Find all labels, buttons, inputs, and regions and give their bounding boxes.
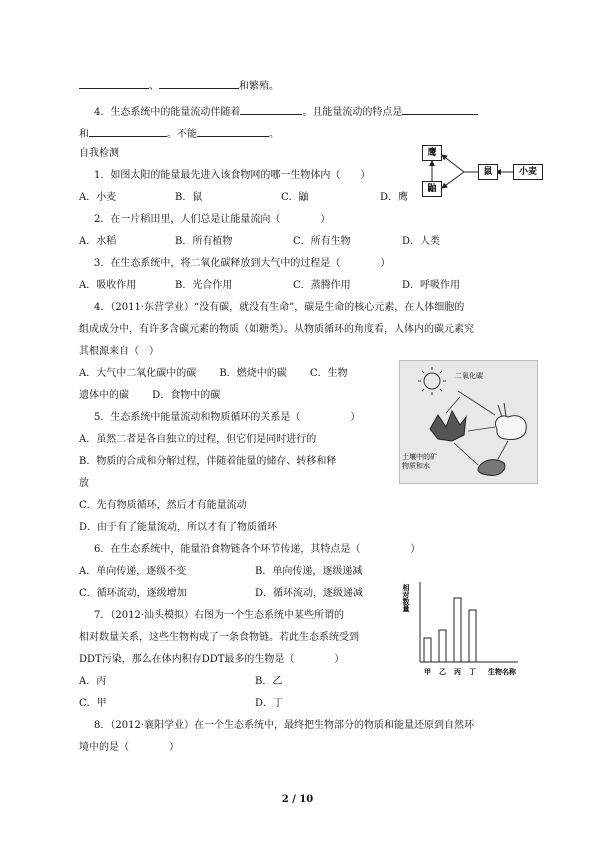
blank[interactable] [240,103,302,115]
question-2-stem: 2．在一片稻田里，人们总是让能量流向（ ） [94,214,331,225]
blank[interactable] [402,103,478,115]
question-4-stem-line2: 组成成分中，有许多含碳元素的物质（如糖类）。从物质循环的角度看，人体内的碳元素究 [79,324,474,335]
category-label-2: 乙 [439,668,446,676]
bar-2 [439,630,446,662]
option-1d[interactable]: D．鹰 [380,192,409,203]
category-label-1: 甲 [424,668,431,676]
question-1-stem: 1．如图太阳的能量最先进入该食物网的哪一生物体内（ ） [94,170,371,181]
blank[interactable] [159,77,239,89]
node-hawk: 鹰 [422,145,442,161]
option-1a[interactable]: A．小麦 [79,192,117,203]
option-6b[interactable]: B．单向传递，逐级递减 [255,566,363,577]
option-7d[interactable]: D．丁 [255,698,284,709]
question-4-options-line2[interactable]: 遗体中的碳 D．食物中的碳 [79,390,221,401]
carbon-cycle-figure [399,360,538,484]
food-web-figure [420,143,545,198]
option-3c[interactable]: C．蒸腾作用 [293,280,351,291]
node-wheat: 小麦 [513,164,543,180]
category-label-4: 丁 [469,668,476,676]
question-7-stem-line1: 7．（2012·汕头模拟）右图为一个生态系统中某些所谓的 [94,610,344,621]
label-co2: 二氧化碳 [455,372,483,380]
option-6c[interactable]: C．循环流动，逐级增加 [79,588,187,599]
bar-4 [469,610,476,662]
label-soil: 土壤中的矿 物质和水 [402,453,437,470]
option-1b[interactable]: B．鼠 [175,192,203,203]
question-4-stem-line1: 4．（2011·东营学业）“没有碳，就没有生命”，碳是生命的核心元素，在人体细胞的 [94,302,465,313]
option-7a[interactable]: A．丙 [79,676,107,687]
blank[interactable] [89,125,167,137]
section-title: 自我检测 [79,148,119,159]
node-weasel: 鼬 [422,181,442,197]
option-3a[interactable]: A．吸收作用 [79,280,137,291]
bar-1 [424,638,431,662]
question-3-stem: 3．在生态系统中，将二氧化碳释放到大气中的过程是（ ） [94,258,391,269]
question-8-stem-line1: 8．（2012·襄阳学业）在一个生态系统中，最终把生物部分的物质和能量还原到自然环 [94,720,474,731]
blank[interactable] [197,125,269,137]
question-6-stem: 6．在生态系统中，能量沿食物链各个环节传递，其特点是（ ） [94,544,421,555]
option-2d[interactable]: D．人类 [402,236,441,247]
option-5a[interactable]: A．虽然二者是各自独立的过程，但它们是同时进行的 [79,434,317,445]
bar-3 [454,598,461,662]
fill-line-top: 、 和繁殖。 [79,77,279,94]
question-8-stem-line2: 境中的是（ ） [79,742,179,753]
x-axis-label: 生物名称 [488,668,516,676]
option-1c[interactable]: C．鼬 [281,192,309,203]
question-4-stem-line3: 其根源来自（ ） [79,346,159,357]
node-mouse: 鼠 [478,164,498,180]
option-7c[interactable]: C．甲 [79,698,107,709]
blank[interactable] [79,77,149,89]
category-label-3: 丙 [454,668,461,676]
option-5d[interactable]: D．由于有了能量流动，所以才有了物质循环 [79,522,278,533]
bar-chart [402,580,518,680]
q4-fill-line1: 4．生态系统中的能量流动伴随着 。且能量流动的特点是 [94,103,478,120]
option-5b[interactable]: B．物质的合成和分解过程，伴随着能量的储存、转移和释 [79,456,337,467]
option-7b[interactable]: B．乙 [255,676,283,687]
option-6d[interactable]: D．循环流动，逐级递减 [255,588,364,599]
option-2b[interactable]: B．所有植物 [175,236,233,247]
option-3b[interactable]: B．光合作用 [175,280,233,291]
option-5b-cont: 放 [79,478,89,489]
question-7-stem-line2: 相对数量关系，这些生物构成了一条食物链。若此生态系统受到 [79,632,359,643]
option-3d[interactable]: D．呼吸作用 [402,280,461,291]
question-4-options-line1[interactable]: A．大气中二氧化碳中的碳 B．燃烧中的碳 C．生物 [79,368,348,379]
option-2c[interactable]: C．所有生物 [293,236,351,247]
q4-fill-line2: 和 。不能 。 [79,125,279,142]
option-6a[interactable]: A．单向传递，逐级不变 [79,566,187,577]
page-number: 2 / 10 [281,794,314,805]
option-2a[interactable]: A．水稻 [79,236,117,247]
y-axis-label: 相对数量 [402,584,410,612]
option-5c[interactable]: C．先有物质循环，然后才有能量流动 [79,500,247,511]
question-5-stem: 5．生态系统中能量流动和物质循环的关系是（ ） [94,412,361,423]
question-7-stem-line3: DDT污染，那么在体内积存DDT最多的生物是（ ） [79,654,345,665]
